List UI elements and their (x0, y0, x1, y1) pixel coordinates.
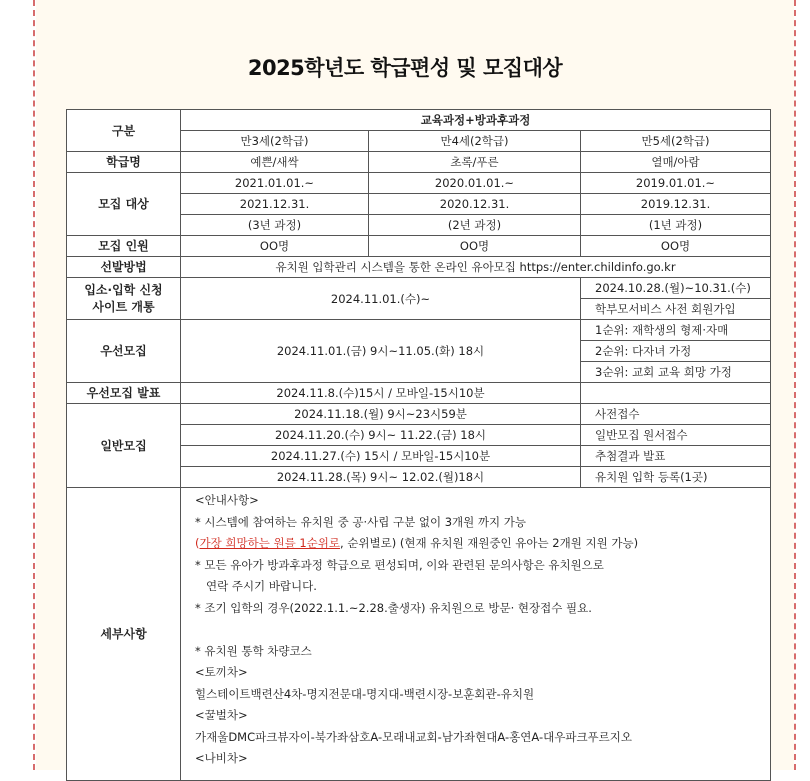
class-name-4: 초록/푸른 (369, 152, 581, 173)
count-3: OO명 (181, 236, 369, 257)
details-line-3-highlight: 가장 희망하는 원를 1순위로 (199, 536, 340, 550)
open-label-line2: 사이트 개통 (92, 299, 155, 314)
target-to-4: 2020.12.31. (369, 194, 581, 215)
right-dashed-border (794, 0, 796, 770)
count-label: 모집 인원 (67, 236, 181, 257)
page-title: 2025학년도 학급편성 및 모집대상 (247, 56, 563, 80)
details-line-12: 가재울DMC파크뷰자이-북가좌삼호A-모래내교회-남가좌현대A-홍연A-대우파크푸르지오 (195, 729, 632, 744)
count-5: OO명 (581, 236, 771, 257)
priority-label: 우선모집 (67, 320, 181, 383)
priority-item-3: 3순위: 교회 교육 희망 가정 (581, 362, 771, 383)
general-desc-3: 추첨결과 발표 (581, 446, 771, 467)
priority-announce-label: 우선모집 발표 (67, 383, 181, 404)
target-to-5: 2019.12.31. (581, 194, 771, 215)
details-line-4: * 모든 유아가 방과후과정 학급으로 편성되며, 이와 관련된 문의사항은 유치원으로 (195, 557, 604, 572)
open-date: 2024.11.01.(수)~ (181, 278, 581, 320)
category-header: 구분 (67, 110, 181, 152)
general-date-3: 2024.11.27.(수) 15시 / 모바일-15시10분 (181, 446, 581, 467)
general-label: 일반모집 (67, 404, 181, 488)
details-line-7 (195, 619, 760, 641)
priority-announce-empty (581, 383, 771, 404)
general-date-1: 2024.11.18.(월) 9시~23시59분 (181, 404, 581, 425)
class-name-label: 학급명 (67, 152, 181, 173)
details-line-3-rest: , 순위별로) (현재 유치원 재원중인 유아는 2개원 지원 가능) (339, 536, 639, 550)
target-row-1 (67, 173, 771, 194)
details-label: 세부사항 (67, 488, 181, 781)
details-line-8: * 유치원 통학 차량코스 (195, 643, 312, 658)
open-row-1 (67, 278, 771, 299)
target-from-5: 2019.01.01.~ (581, 173, 771, 194)
header-row-1 (67, 110, 771, 131)
priority-announce-row (67, 383, 771, 404)
open-right-note: 학부모서비스 사전 회원가입 (581, 299, 771, 320)
class-name-3: 예쁜/새싹 (181, 152, 369, 173)
details-line-5: 연락 주시기 바랍니다. (195, 579, 317, 593)
general-desc-2: 일반모집 원서접수 (581, 425, 771, 446)
age-4-header: 만4세(2학급) (369, 131, 581, 152)
details-line-2: * 시스템에 참여하는 유치원 중 공·사립 구분 없이 3개원 까지 가능 (195, 514, 526, 529)
selection-value: 유치원 입학관리 시스템을 통한 온라인 유아모집 https://enter.childinfo.go.kr (181, 257, 771, 278)
open-label (67, 278, 181, 320)
count-4: OO명 (369, 236, 581, 257)
details-content (181, 488, 771, 781)
priority-row-1 (67, 320, 771, 341)
details-line-3-open: ( (195, 536, 200, 550)
general-desc-1: 사전접수 (581, 404, 771, 425)
admission-table (66, 109, 771, 781)
target-to-3: 2021.12.31. (181, 194, 369, 215)
details-line-3 (195, 533, 760, 555)
target-course-4: (2년 과정) (369, 215, 581, 236)
target-from-4: 2020.01.01.~ (369, 173, 581, 194)
program-header: 교육과정+방과후과정 (181, 110, 771, 131)
selection-row (67, 257, 771, 278)
age-5-header: 만5세(2학급) (581, 131, 771, 152)
target-course-5: (1년 과정) (581, 215, 771, 236)
count-row (67, 236, 771, 257)
class-name-5: 열매/아람 (581, 152, 771, 173)
details-row (67, 488, 771, 781)
priority-item-1: 1순위: 재학생의 형제·자매 (581, 320, 771, 341)
target-label: 모집 대상 (67, 173, 181, 236)
class-name-row (67, 152, 771, 173)
priority-date: 2024.11.01.(금) 9시~11.05.(화) 18시 (181, 320, 581, 383)
details-line-1: <안내사항> (195, 493, 259, 507)
open-label-line1: 입소·입학 신청 (84, 282, 163, 297)
target-from-3: 2021.01.01.~ (181, 173, 369, 194)
details-line-11: <꿀벌차> (195, 708, 248, 722)
open-right-date: 2024.10.28.(월)~10.31.(수) (581, 278, 771, 299)
age-3-header: 만3세(2학급) (181, 131, 369, 152)
details-line-13: <나비차> (195, 751, 248, 765)
general-date-2: 2024.11.20.(수) 9시~ 11.22.(금) 18시 (181, 425, 581, 446)
left-dashed-border (33, 0, 35, 770)
target-course-3: (3년 과정) (181, 215, 369, 236)
general-date-4: 2024.11.28.(목) 9시~ 12.02.(월)18시 (181, 467, 581, 488)
details-line-6: * 조기 입학의 경우(2022.1.1.~2.28.출생자) 유치원으로 방문· 현장접수 필요. (195, 600, 592, 615)
priority-item-2: 2순위: 다자녀 가정 (581, 341, 771, 362)
priority-announce-date: 2024.11.8.(수)15시 / 모바일-15시10분 (181, 383, 581, 404)
general-desc-4: 유치원 입학 등록(1곳) (581, 467, 771, 488)
details-line-10: 힐스테이트백련산4차-명지전문대-명지대-백련시장-보훈회관-유치원 (195, 686, 535, 701)
general-row-1 (67, 404, 771, 425)
details-line-9: <토끼차> (195, 665, 248, 679)
selection-label: 선발방법 (67, 257, 181, 278)
